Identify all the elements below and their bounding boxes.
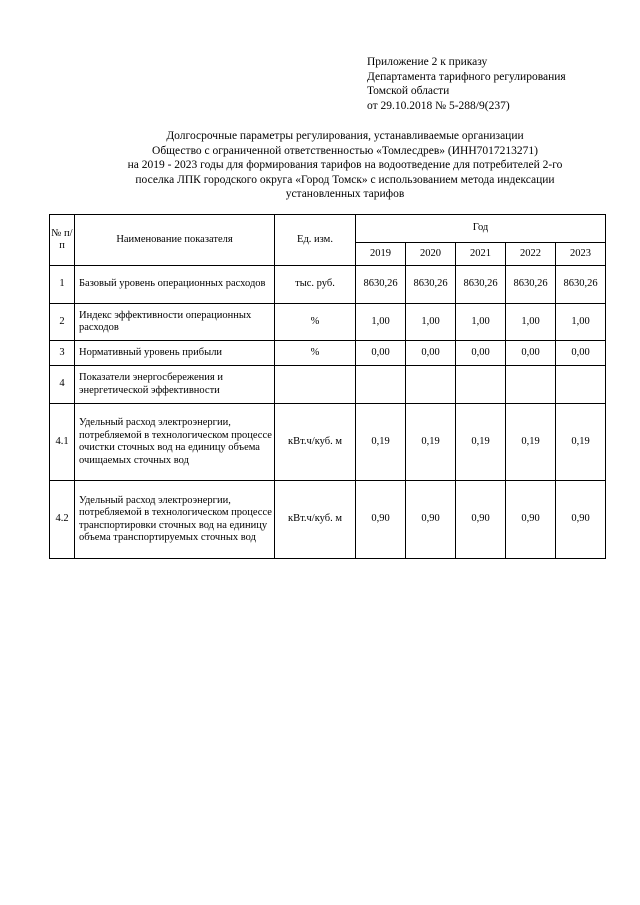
row-unit: [275, 366, 356, 404]
row-value: 8630,26: [556, 266, 606, 304]
row-num: 4.2: [50, 481, 75, 559]
row-value: [506, 366, 556, 404]
row-value: 0,90: [556, 481, 606, 559]
row-value: 0,00: [456, 341, 506, 366]
row-name: Индекс эффективности операционных расходов: [75, 304, 275, 341]
row-value: 8630,26: [406, 266, 456, 304]
parameters-table: [49, 214, 606, 559]
row-value: 1,00: [356, 304, 406, 341]
table-row: [50, 304, 606, 341]
title-line: Долгосрочные параметры регулирования, устанавливаемые организации: [166, 130, 524, 142]
row-name: Базовый уровень операционных расходов: [75, 266, 275, 304]
row-value: 0,19: [356, 404, 406, 481]
row-value: 8630,26: [506, 266, 556, 304]
header-year-group: Год: [356, 215, 606, 243]
header-year: 2022: [506, 243, 556, 266]
row-value: 0,19: [456, 404, 506, 481]
row-name: Удельный расход электроэнергии, потребляемой в технологическом процессе очистки сточных вод на единицу объема очищаемых сточных вод: [75, 404, 275, 481]
appendix-line: Приложение 2 к приказу: [367, 56, 488, 68]
row-name: Показатели энергосбережения и энергетической эффективности: [75, 366, 275, 404]
document-title: [60, 129, 630, 202]
row-value: 0,90: [456, 481, 506, 559]
row-value: 0,00: [506, 341, 556, 366]
table-row: [50, 366, 606, 404]
row-value: [456, 366, 506, 404]
row-value: 1,00: [456, 304, 506, 341]
header-year: 2023: [556, 243, 606, 266]
header-year: 2019: [356, 243, 406, 266]
row-num: 4: [50, 366, 75, 404]
row-value: 0,19: [406, 404, 456, 481]
row-value: [556, 366, 606, 404]
row-name: Удельный расход электроэнергии, потребляемой в технологическом процессе транспортировки сточных вод на единицу объема транспортируемых сточных вод: [75, 481, 275, 559]
row-value: 0,90: [406, 481, 456, 559]
title-line: установленных тарифов: [285, 188, 405, 200]
row-value: [406, 366, 456, 404]
row-unit: тыс. руб.: [275, 266, 356, 304]
row-value: 1,00: [406, 304, 456, 341]
header-year: 2020: [406, 243, 456, 266]
table-row: [50, 266, 606, 304]
row-unit: %: [275, 304, 356, 341]
row-num: 1: [50, 266, 75, 304]
title-line: на 2019 - 2023 годы для формирования тарифов на водоотведение для потребителей 2-го: [127, 159, 563, 171]
row-name: Нормативный уровень прибыли: [75, 341, 275, 366]
row-value: 8630,26: [356, 266, 406, 304]
row-value: 0,00: [556, 341, 606, 366]
row-value: 0,90: [356, 481, 406, 559]
table-row: [50, 341, 606, 366]
table-row: [50, 481, 606, 559]
row-value: 0,19: [556, 404, 606, 481]
row-num: 4.1: [50, 404, 75, 481]
row-num: 2: [50, 304, 75, 341]
appendix-line: Томской области: [367, 85, 450, 97]
header-unit: Ед. изм.: [275, 215, 356, 266]
row-unit: %: [275, 341, 356, 366]
header-name: Наименование показателя: [75, 215, 275, 266]
row-value: 1,00: [556, 304, 606, 341]
row-unit: кВт.ч/куб. м: [275, 481, 356, 559]
row-unit: кВт.ч/куб. м: [275, 404, 356, 481]
row-value: 0,00: [406, 341, 456, 366]
row-value: 0,19: [506, 404, 556, 481]
title-line: Общество с ограниченной ответственностью «Томлесдрев» (ИНН7017213271): [152, 144, 538, 157]
row-value: 1,00: [506, 304, 556, 341]
row-num: 3: [50, 341, 75, 366]
header-year: 2021: [456, 243, 506, 266]
title-line: поселка ЛПК городского округа «Город Томск» с использованием метода индексации: [135, 173, 555, 186]
row-value: 8630,26: [456, 266, 506, 304]
appendix-line: Департамента тарифного регулирования: [367, 70, 566, 83]
row-value: 0,90: [506, 481, 556, 559]
table-row: [50, 404, 606, 481]
row-value: 0,00: [356, 341, 406, 366]
appendix-line: от 29.10.2018 № 5-288/9(237): [367, 99, 510, 112]
header-num: № п/п: [50, 215, 75, 266]
appendix-note: [367, 55, 566, 113]
row-value: [356, 366, 406, 404]
